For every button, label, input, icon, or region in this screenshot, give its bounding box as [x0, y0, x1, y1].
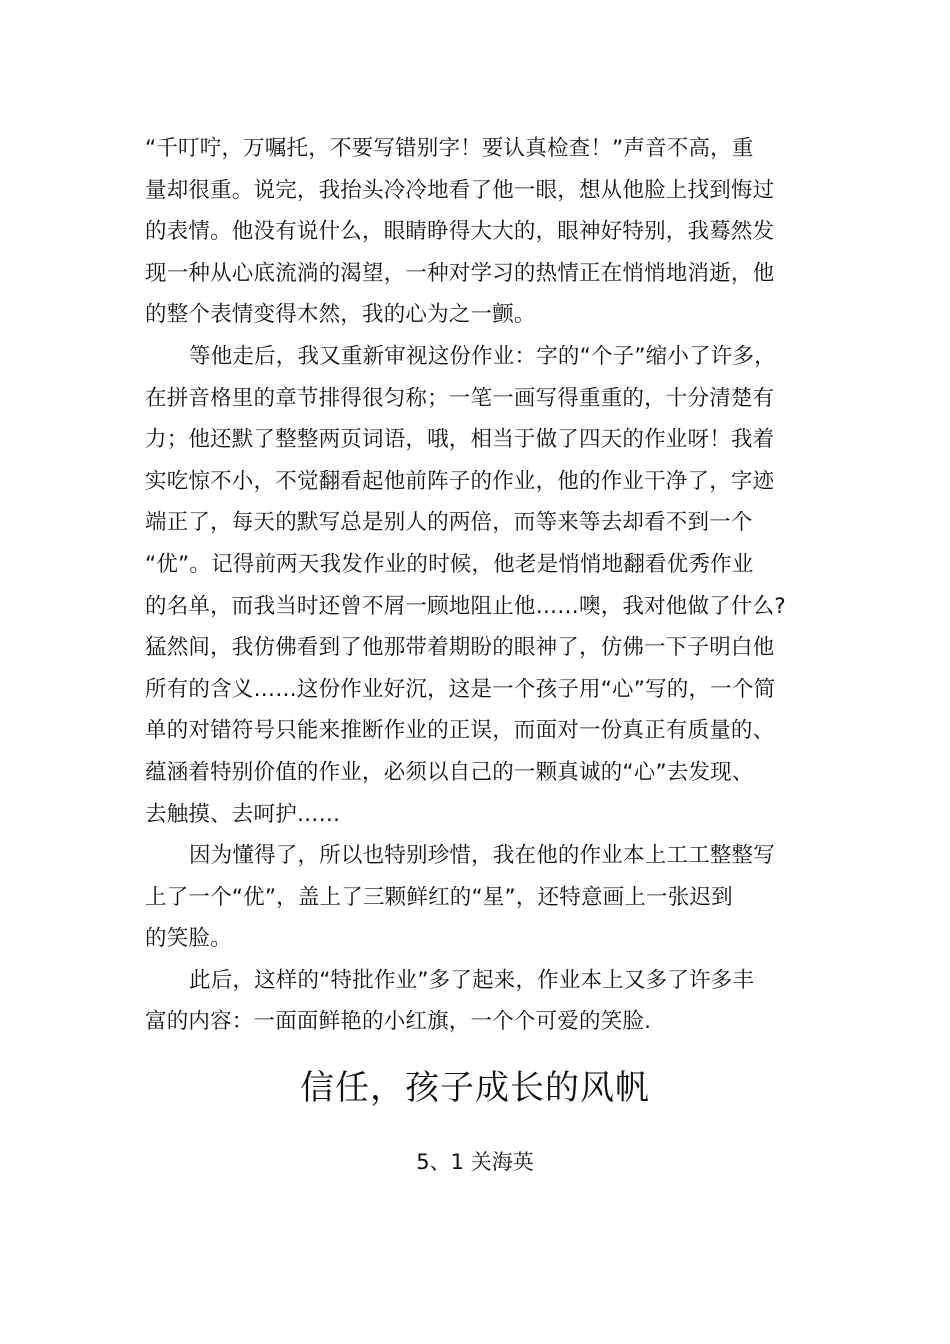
text-line: 去触摸、去呵护……: [145, 801, 341, 827]
article-title: 信任，孩子成长的风帆: [300, 1068, 650, 1108]
paragraph-start-line: 此后，这样的“特批作业”多了起来，作业本上又多了许多丰: [189, 967, 755, 993]
text-line: 端正了，每天的默写总是别人的两倍，而等来等去却看不到一个: [145, 510, 753, 536]
author-line: 5、1 关海英: [416, 1150, 534, 1174]
text-line: 力；他还默了整整两页词语，哦，相当于做了四天的作业呀！我着: [145, 427, 775, 453]
text-line: 实吃惊不小，不觉翻看起他前阵子的作业，他的作业干净了，字迹: [145, 468, 775, 494]
text-line: 蕴涵着特别价值的作业，必须以自己的一颗真诚的“心”去发现、: [145, 759, 754, 785]
text-line: “优”。记得前两天我发作业的时候，他老是悄悄地翻看优秀作业: [145, 551, 754, 577]
text-line: 所有的含义……这份作业好沉，这是一个孩子用“心”写的，一个简: [145, 676, 776, 702]
text-line: 现一种从心底流淌的渴望，一种对学习的热情正在悄悄地消逝，他: [145, 260, 775, 286]
text-line: 量却很重。说完，我抬头冷冷地看了他一眼，想从他脸上找到悔过: [145, 177, 775, 203]
paragraph-start-line: 因为懂得了，所以也特别珍惜，我在他的作业本上工工整整写: [189, 843, 775, 869]
text-line: 的整个表情变得木然，我的心为之一颤。: [145, 302, 536, 328]
text-line: 的笑脸。: [145, 926, 232, 952]
text-line: 富的内容：一面面鲜艳的小红旗，一个个可爱的笑脸.: [145, 1009, 652, 1035]
text-line: “千叮咛，万嘱托，不要写错别字！要认真检查！”声音不高，重: [145, 136, 754, 161]
text-line: 的表情。他没有说什么，眼睛睁得大大的，眼神好特别，我蓦然发: [145, 219, 775, 245]
text-line: 单的对错符号只能来推断作业的正误，而面对一份真正有质量的、: [145, 718, 775, 744]
text-line: 猛然间，我仿佛看到了他那带着期盼的眼神了，仿佛一下子明白他: [145, 635, 775, 661]
text-line: 上了一个“优”，盖上了三颗鲜红的“星”，还特意画上一张迟到: [145, 884, 733, 910]
essay-body: [145, 128, 805, 1043]
text-line: 的名单，而我当时还曾不屑一顾地阻止他……噢，我对他做了什么?: [145, 593, 786, 619]
text-line: 在拼音格里的章节排得很匀称；一笔一画写得重重的，十分清楚有: [145, 385, 775, 411]
paragraph-start-line: 等他走后，我又重新审视这份作业：字的“个子”缩小了许多，: [189, 343, 776, 369]
